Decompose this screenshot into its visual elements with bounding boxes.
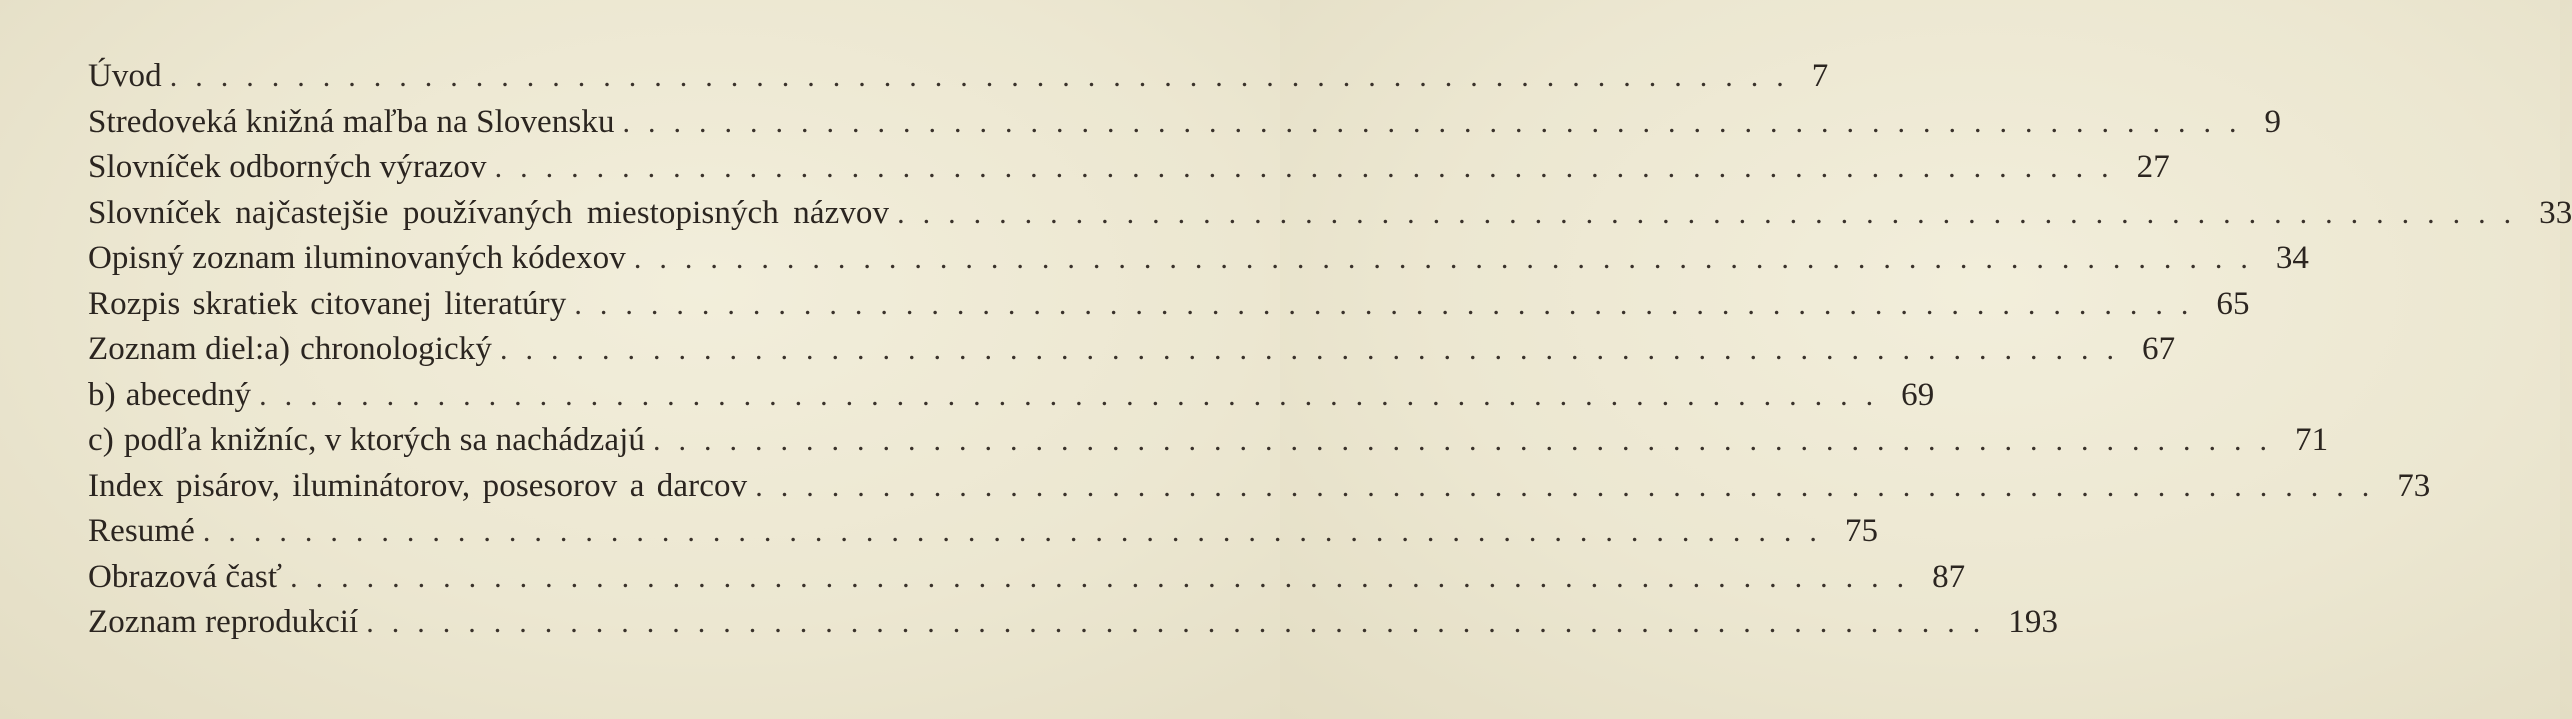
dot-leader: ................................................................ xyxy=(259,378,1892,412)
dot-leader: ................................................................ xyxy=(202,515,1835,548)
toc-entry-sub-label: b) xyxy=(88,376,116,413)
toc-entry-page: 34 xyxy=(2275,240,2310,276)
toc-entry-title: Slovníček odborných výrazov xyxy=(88,149,487,185)
toc-entry-page: 67 xyxy=(2142,331,2176,367)
toc-entry-obrazova-cast xyxy=(88,555,1966,601)
toc-entry-rozpis-skratiek xyxy=(88,282,2250,328)
dot-leader: ................................................................ xyxy=(500,333,2132,366)
dot-leader: ................................................................ xyxy=(622,105,2255,139)
toc-entry-prefix: Zoznam diel: xyxy=(88,331,265,367)
toc-entry-title: Obrazová časť xyxy=(88,558,283,595)
toc-entry-page: 65 xyxy=(2216,285,2250,322)
toc-entry-zoznam-diel-c xyxy=(88,418,2329,464)
toc-entry-page: 193 xyxy=(2008,604,2059,640)
toc-entry-page: 69 xyxy=(1901,376,1935,413)
table-of-contents xyxy=(88,54,2572,646)
toc-entry-page: 9 xyxy=(2264,103,2282,140)
dot-leader: ................................................................ xyxy=(755,469,2388,503)
toc-entry-title: Resumé xyxy=(88,513,195,549)
toc-entry-resume xyxy=(88,509,1879,555)
toc-entry-title: Opisný zoznam iluminovaných kódexov xyxy=(88,240,626,276)
toc-entry-title: Rozpis skratiek citovanej literatúry xyxy=(88,285,567,322)
dot-leader: ................................................................ xyxy=(494,151,2127,184)
toc-entry-sub-label: c) xyxy=(88,422,114,458)
toc-entry-title: podľa knižníc, v ktorých sa nachádzajú xyxy=(123,422,646,458)
toc-entry-title: Stredoveká knižná maľba na Slovensku xyxy=(88,103,615,140)
toc-entry-title: Úvod xyxy=(88,58,162,94)
toc-entry-page: 73 xyxy=(2397,467,2431,504)
dot-leader: ................................................................ xyxy=(633,242,2266,275)
toc-entry-title: chronologický xyxy=(300,331,492,367)
dot-leader: ................................................................ xyxy=(897,196,2530,230)
toc-entry-opisny-zoznam xyxy=(88,236,2310,282)
toc-entry-slovnicek-vyrazov xyxy=(88,145,2170,191)
dot-leader: ................................................................ xyxy=(169,60,1802,93)
toc-entry-title: Index pisárov, iluminátorov, posesorov a darcov xyxy=(88,467,748,504)
toc-entry-page: 33 xyxy=(2539,194,2572,231)
dot-leader: ................................................................ xyxy=(366,606,1999,639)
toc-entry-page: 71 xyxy=(2295,422,2329,458)
toc-entry-page: 87 xyxy=(1932,558,1966,595)
toc-entry-title: Slovníček najčastejšie používaných miestopisných názvov xyxy=(88,194,890,231)
toc-entry-slovnicek-nazvov xyxy=(88,191,2572,237)
toc-entry-page: 27 xyxy=(2136,149,2170,185)
toc-entry-zoznam-diel-b xyxy=(88,373,1935,419)
toc-entry-sub-label: a) xyxy=(264,331,291,367)
toc-entry-index xyxy=(88,464,2431,510)
dot-leader: ................................................................ xyxy=(653,424,2286,457)
toc-entry-uvod xyxy=(88,54,1829,100)
dot-leader: ................................................................ xyxy=(290,560,1923,594)
toc-entry-page: 75 xyxy=(1844,513,1879,549)
toc-entry-zoznam-reprodukcii xyxy=(88,600,2059,646)
toc-entry-title: Zoznam reprodukcií xyxy=(88,604,359,640)
dot-leader: ................................................................ xyxy=(574,287,2207,321)
toc-entry-stredoveka-malba xyxy=(88,100,2282,146)
toc-entry-page: 7 xyxy=(1811,58,1829,94)
toc-entry-title: abecedný xyxy=(125,376,252,413)
toc-entry-zoznam-diel-a xyxy=(88,327,2176,373)
